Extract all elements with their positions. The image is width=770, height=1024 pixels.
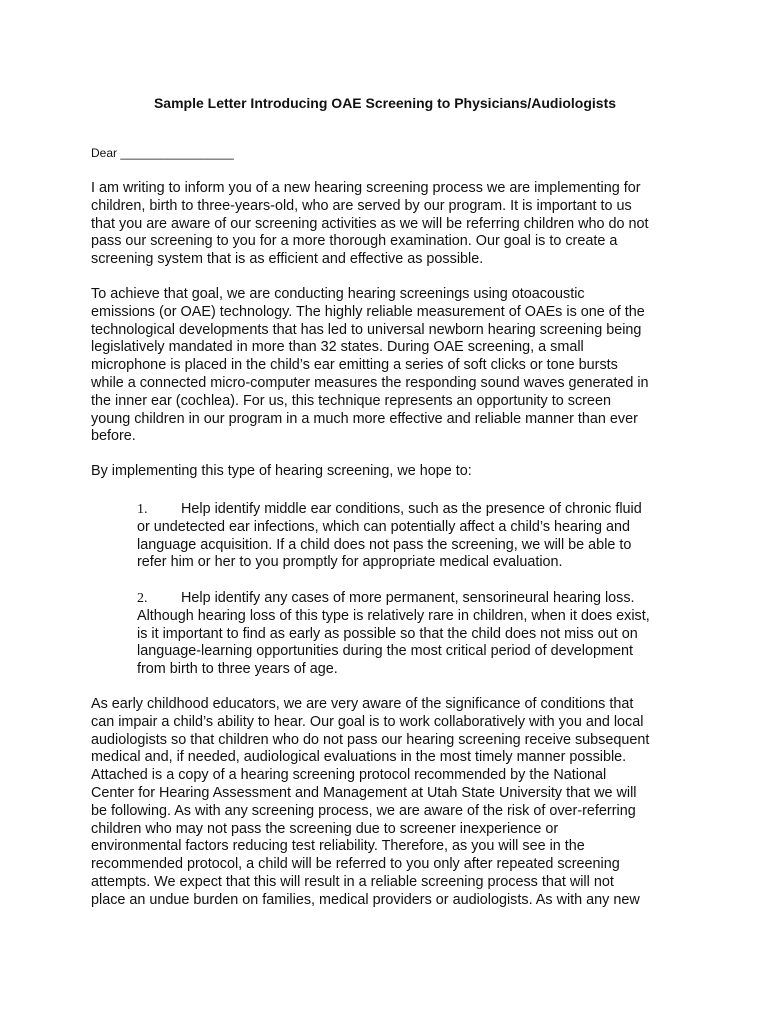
text-line: screening system that is as efficient and effective as possible. [91, 251, 484, 268]
text-line: Help identify middle ear conditions, such as the presence of chronic fluid [181, 501, 642, 517]
text-line: Center for Hearing Assessment and Management at Utah State University that we will [91, 784, 637, 801]
paragraph-intro [91, 180, 691, 269]
list-number: 2. [137, 591, 148, 606]
list-item-first-line [137, 590, 697, 608]
text-line: recommended protocol, a child will be referred to you only after repeated screening [91, 856, 620, 873]
text-line: legislatively mandated in more than 32 states. During OAE screening, a small [91, 339, 584, 356]
text-line: audiologists so that children who do not pass our hearing screening receive subsequent [91, 731, 650, 748]
text-line: Help identify any cases of more permanent, sensorineural hearing loss. [181, 590, 635, 606]
text-line: be following. As with any screening process, we are aware of the risk of over-referring [91, 802, 636, 819]
text-line: attempts. We expect that this will result in a reliable screening process that will not [91, 873, 614, 890]
text-line: young children in our program in a much more effective and reliable manner than ever [91, 410, 638, 427]
text-line: emissions (or OAE) technology. The highly reliable measurement of OAEs is one of the [91, 303, 645, 320]
text-line: can impair a child’s ability to hear. Our goal is to work collaboratively with you and local [91, 713, 644, 730]
text-line: medical and, if needed, audiological evaluations in the most timely manner possible. [91, 749, 627, 766]
text-line: the inner ear (cochlea). For us, this technique represents an opportunity to screen [91, 392, 611, 409]
salutation-line: Dear _________________ [91, 146, 234, 160]
list-number: 1. [137, 502, 148, 517]
paragraph-hope-to [91, 463, 691, 481]
page-title: Sample Letter Introducing OAE Screening to Physicians/Audiologists [153, 95, 617, 111]
text-line: children, birth to three-years-old, who are served by our program. It is important to us [91, 197, 632, 214]
text-line: is it important to find as early as possible so that the child does not miss out on [137, 625, 638, 642]
text-line: before. [91, 428, 136, 445]
text-line: Although hearing loss of this type is relatively rare in children, when it does exist, [137, 607, 650, 624]
text-line: technological developments that has led to universal newborn hearing screening being [91, 321, 642, 338]
list-item-first-line [137, 501, 697, 519]
text-line: As early childhood educators, we are very aware of the significance of conditions that [91, 696, 634, 712]
text-line: language-learning opportunities during the most critical period of development [137, 643, 633, 660]
list-item [137, 501, 697, 572]
paragraph-oae-technology [91, 286, 691, 446]
text-line: environmental factors reducing test reliability. Therefore, as you will see in the [91, 838, 585, 855]
paragraph-collaboration [91, 696, 691, 910]
text-line: children who may not pass the screening due to screener inexperience or [91, 820, 559, 837]
text-line: while a connected micro-computer measures the responding sound waves generated in [91, 374, 649, 391]
text-line: pass our screening to you for a more thorough examination. Our goal is to create a [91, 233, 618, 250]
list-item [137, 590, 697, 679]
text-line: from birth to three years of age. [137, 661, 338, 678]
text-line: language acquisition. If a child does not pass the screening, we will be able to [137, 536, 632, 553]
text-line: By implementing this type of hearing screening, we hope to: [91, 463, 472, 479]
text-line: that you are aware of our screening activities as we will be referring children who do not [91, 215, 649, 232]
text-line: microphone is placed in the child’s ear emitting a series of soft clicks or tone bursts [91, 357, 618, 374]
text-line: or undetected ear infections, which can potentially affect a child’s hearing and [137, 518, 631, 535]
text-line: refer him or her to you promptly for appropriate medical evaluation. [137, 554, 563, 571]
text-line: Attached is a copy of a hearing screening protocol recommended by the National [91, 767, 607, 784]
text-line: I am writing to inform you of a new hearing screening process we are implementing for [91, 180, 641, 196]
text-line: place an undue burden on families, medical providers or audiologists. As with any new [91, 891, 640, 908]
text-line: To achieve that goal, we are conducting hearing screenings using otoacoustic [91, 286, 585, 302]
